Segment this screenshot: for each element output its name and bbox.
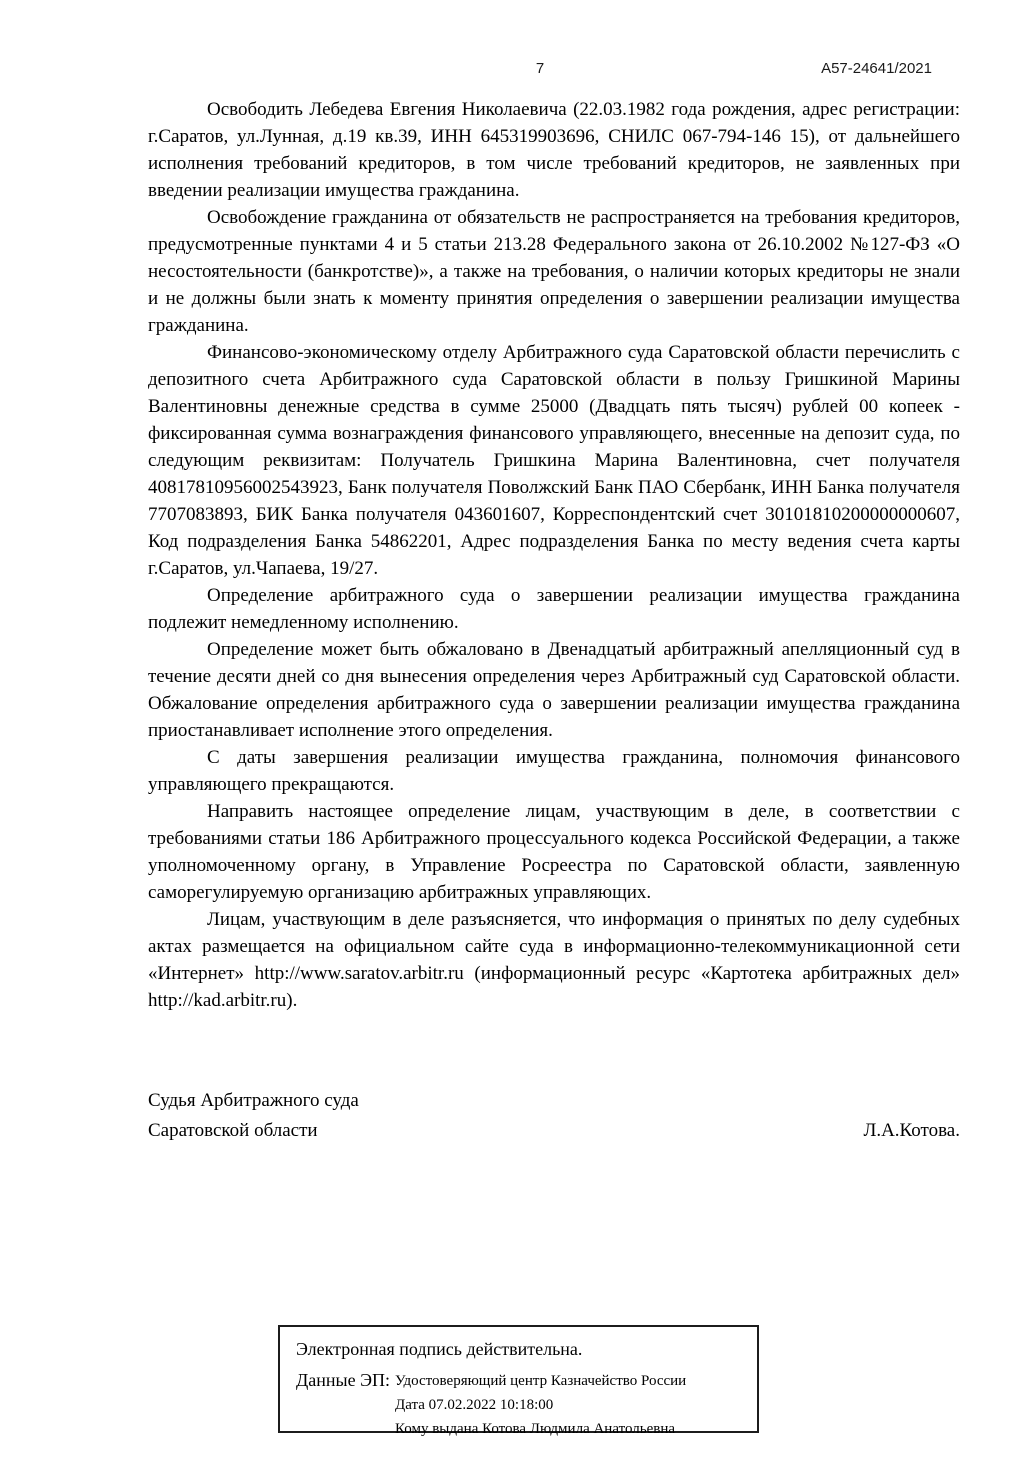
esign-details [395,1369,747,1441]
electronic-signature-stamp [278,1325,759,1437]
paragraph-payment-requisites: Финансово-экономическому отделу Арбитражного суда Саратовской области перечислить с депозитного счета Арбитражного суда Саратовской области в пользу Гришкиной Марины Валентиновны денежные средства в сумме 25000 (Двадцать пять тысяч) рублей 00 копеек - фиксированная сумма вознаграждения финансового управляющего, внесенные на депозит суда, по следующим реквизитам: Получатель Гришкина Марина Валентиновна, счет получателя 40817810956002543923, Банк получателя Поволжский Банк ПАО Сбербанк, ИНН Банка получателя 7707083893, БИК Банка получателя 043601607, Корреспондентский счет 30101810200000000607, Код подразделения Банка 54862201, Адрес подразделения Банка по месту ведения счета карты г.Саратов, ул.Чапаева, 19/27. [148,342,960,579]
esign-detail-authority: Удостоверяющий центр Казначейство России [395,1373,687,1389]
judge-name: Л.А.Котова. [863,1120,960,1141]
page-number: 7 [535,60,545,77]
signature-title-line-2: Саратовской области [148,1120,318,1141]
paragraph-release: Освободить Лебедева Евгения Николаевича (22.03.1982 года рождения, адрес регистрации: г.Саратов, ул.Лунная, д.19 кв.39, ИНН 645319903696, СНИЛС 067-794-146 15), от дальнейшего исполнения требований кредиторов, в том числе требований кредиторов, не заявленных при введении реализации имущества гражданина. [148,99,960,201]
paragraph-distribution: Направить настоящее определение лицам, участвующим в деле, в соответствии с требованиями статьи 186 Арбитражного процессуального кодекса Российской Федерации, а также уполномоченному органу, в Управление Росреестра по Саратовской области, заявленную саморегулируемую организацию арбитражных управляющих. [148,801,960,903]
signature-title-line-1: Судья Арбитражного суда [148,1090,359,1111]
case-number: А57-24641/2021 [821,60,932,77]
paragraph-exceptions: Освобождение гражданина от обязательств не распространяется на требования кредиторов, предусмотренные пунктами 4 и 5 статьи 213.28 Федерального закона от 26.10.2002 №127-ФЗ «О несостоятельности (банкротстве)», а также на требования, о наличии которых кредиторы не знали и не должны были знать к моменту принятия определения о завершении реализации имущества гражданина. [148,207,960,336]
header-right-area [544,60,960,77]
paragraph-manager-termination: С даты завершения реализации имущества гражданина, полномочия финансового управляющего прекращаются. [148,747,960,795]
paragraph-appeal: Определение может быть обжаловано в Двенадцатый арбитражный апелляционный суд в течение десяти дней со дня вынесения определения через Арбитражный суд Саратовской области. Обжалование определения арбитражного суда о завершении реализации имущества гражданина приостанавливает исполнение этого определения. [148,639,960,741]
paragraph-immediate-execution: Определение арбитражного суда о завершении реализации имущества гражданина подлежит немедленному исполнению. [148,585,960,633]
page-header [148,60,960,77]
esign-detail-issued-to: Кому выдана Котова Людмила Анатольевна [395,1421,676,1437]
esign-data-label: Данные ЭП: [296,1370,390,1390]
paragraph-online-info: Лицам, участвующим в деле разъясняется, что информация о принятых по делу судебных актах размещается на официальном сайте суда в информационно-телекоммуникационной сети «Интернет» http://www.saratov.arbitr.ru (информационный ресурс «Картотека арбитражных дел» http://kad.arbitr.ru). [148,909,960,1011]
signature-block [148,1086,960,1146]
signature-row [148,1116,960,1146]
esign-valid-line: Электронная подпись действительна. [296,1339,583,1359]
esign-detail-date: Дата 07.02.2022 10:18:00 [395,1397,554,1413]
document-body [148,96,960,1014]
esign-data-row [296,1369,747,1441]
